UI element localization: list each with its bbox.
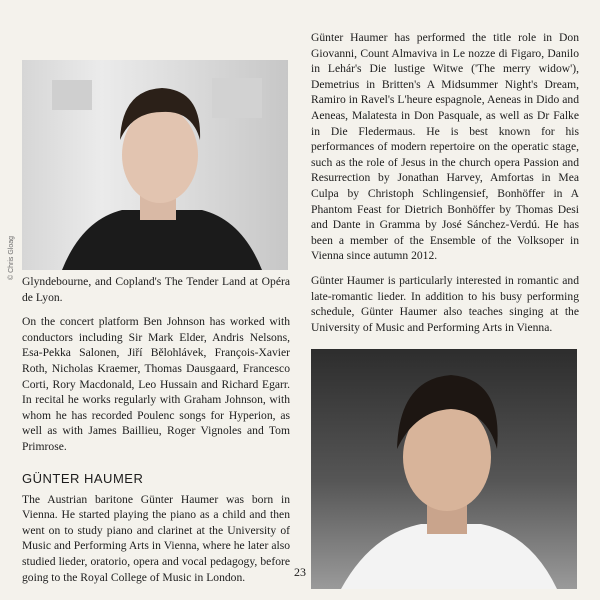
portrait-photo-ben-johnson — [22, 60, 288, 270]
right-column — [311, 30, 579, 589]
paragraph-haumer-roles: Günter Haumer has performed the title role in Don Giovanni, Count Almaviva in Le nozze di Figaro, Danilo in Lehár's Die lustige Witwe ('The merry widow'), Demetrius in Britten's A Midsummer Night's Dream, Ramiro in Ravel's L'heure espagnole, Aeneas in Dido and Aeneas, Malatesta in Don Pasquale, as well as Dr Falke in Die Fledermaus. He is best known for his performances of modern repertoire on the operatic stage, such as the role of Jesus in the church opera Passion and Resurrection by Jonathan Harvey, Amfortas in Mea Culpa by Christoph Schlingensief, Bonhöffer in A Phantom Feast for Dietrich Bonhöffer by Thomas Desi and Dante in Gramma by José Sánchez-Verdú. He has been a member of the Ensemble of the Volksoper in Vienna since autumn 2012. — [311, 31, 579, 263]
portrait-photo-gunter-haumer — [311, 349, 577, 589]
portrait-illustration — [22, 60, 288, 270]
portrait-illustration — [311, 349, 577, 589]
paragraph-tender-land: Glyndebourne, and Copland's The Tender Land at Opéra de Lyon. — [22, 275, 290, 304]
section-heading-haumer: GÜNTER HAUMER — [22, 470, 144, 486]
photo-frame — [311, 349, 579, 589]
paragraph-concert-platform: On the concert platform Ben Johnson has worked with conductors including Sir Mark Elder, Andris Nelsons, Esa-Pekka Salonen, Jiří Bělohlávek, François-Xavier Roth, Nicholas Kraemer, Thomas Dausgaard, Francesco Corti, Rory Macdonald, Leo Hussain and Richard Egarr. In recital he works regularly with Graham Johnson, with whom he has recorded Poulenc songs for Hyperion, as well as with James Baillieu, Roger Vignoles and Tom Primrose. — [22, 315, 290, 453]
left-column — [22, 60, 290, 585]
paragraph-haumer-lieder: Günter Haumer is particularly interested in romantic and late-romantic lieder. In addition to his busy performing schedule, Günter Haumer also teaches singing at the University of Music and Performing Arts in Vienna. — [311, 273, 579, 334]
page-number: 23 — [294, 565, 306, 579]
photo-credit: © Chris Gloag — [8, 235, 15, 280]
paragraph-haumer-bio: The Austrian baritone Günter Haumer was born in Vienna. He started playing the piano as a child and then went on to study piano and clarinet at the University of Music and Performing Arts in Vienna, where he later also studied lieder, oratorio, opera and vocal pedagogy, before going to the Royal College of Music in London. — [22, 492, 290, 584]
